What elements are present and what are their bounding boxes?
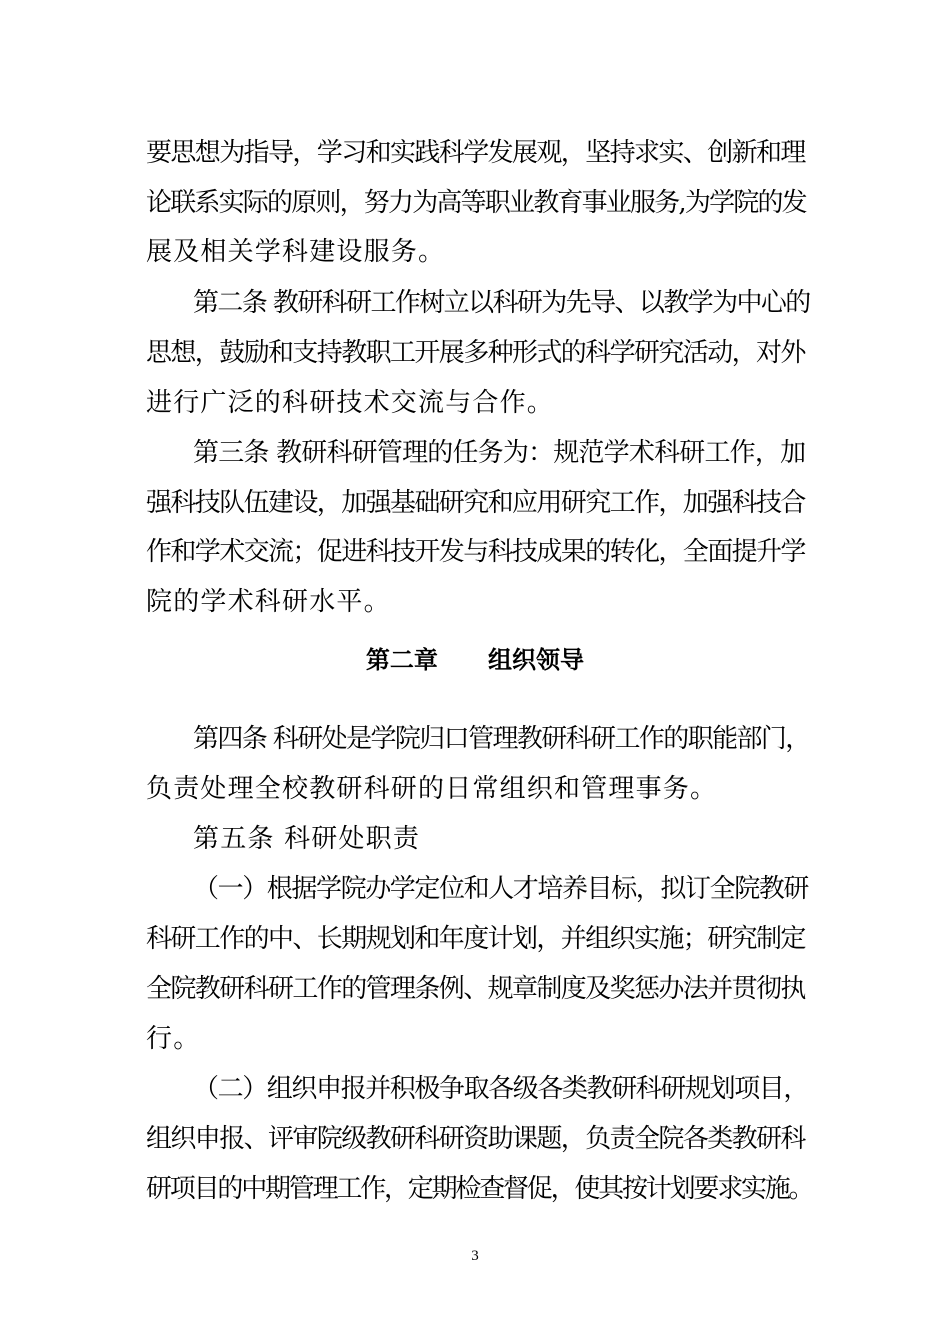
- clause-1-line: 行。: [146, 1024, 201, 1054]
- article-4-line: 负责处理全校教研科研的日常组织和管理事务。: [146, 774, 718, 804]
- article-3-line: 强科技队伍建设，加强基础研究和应用研究工作，加强科技合: [146, 488, 805, 518]
- paragraph-line: 论联系实际的原则，努力为高等职业教育事业服务,为学院的发: [146, 188, 806, 218]
- clause-2-line: 组织申报、评审院级教研科研资助课题，负责全院各类教研科: [146, 1124, 805, 1154]
- page-number: 3: [471, 1248, 479, 1264]
- clause-1-line: 全院教研科研工作的管理条例、规章制度及奖惩办法并贯彻执: [146, 974, 805, 1004]
- article-3-line: 第三条 教研科研管理的任务为：规范学术科研工作，加: [193, 438, 806, 468]
- article-2-line: 第二条 教研科研工作树立以科研为先导、以教学为中心的: [193, 288, 810, 318]
- clause-2-line: （二）组织申报并积极争取各级各类教研科研规划项目，: [193, 1074, 809, 1104]
- article-3-line: 院的学术科研水平。: [146, 587, 391, 617]
- article-3-line: 作和学术交流；促进科技开发与科技成果的转化，全面提升学: [146, 537, 805, 567]
- paragraph-line: 展及相关学科建设服务。: [146, 237, 446, 267]
- paragraph-line: 要思想为指导，学习和实践科学发展观，坚持求实、创新和理: [146, 138, 805, 168]
- clause-2-line: 研项目的中期管理工作，定期检查督促，使其按计划要求实施。: [146, 1174, 813, 1204]
- article-5-heading: 第五条 科研处职责: [193, 824, 421, 854]
- article-2-line: 思想，鼓励和支持教职工开展多种形式的科学研究活动，对外: [146, 338, 805, 368]
- chapter-heading: 第二章 组织领导: [365, 646, 585, 674]
- clause-1-line: 科研工作的中、长期规划和年度计划，并组织实施；研究制定: [146, 924, 805, 954]
- article-4-line: 第四条 科研处是学院归口管理教研科研工作的职能部门，: [193, 724, 810, 754]
- clause-1-line: （一）根据学院办学定位和人才培养目标，拟订全院教研: [193, 874, 809, 904]
- article-2-line: 进行广泛的科研技术交流与合作。: [146, 388, 555, 418]
